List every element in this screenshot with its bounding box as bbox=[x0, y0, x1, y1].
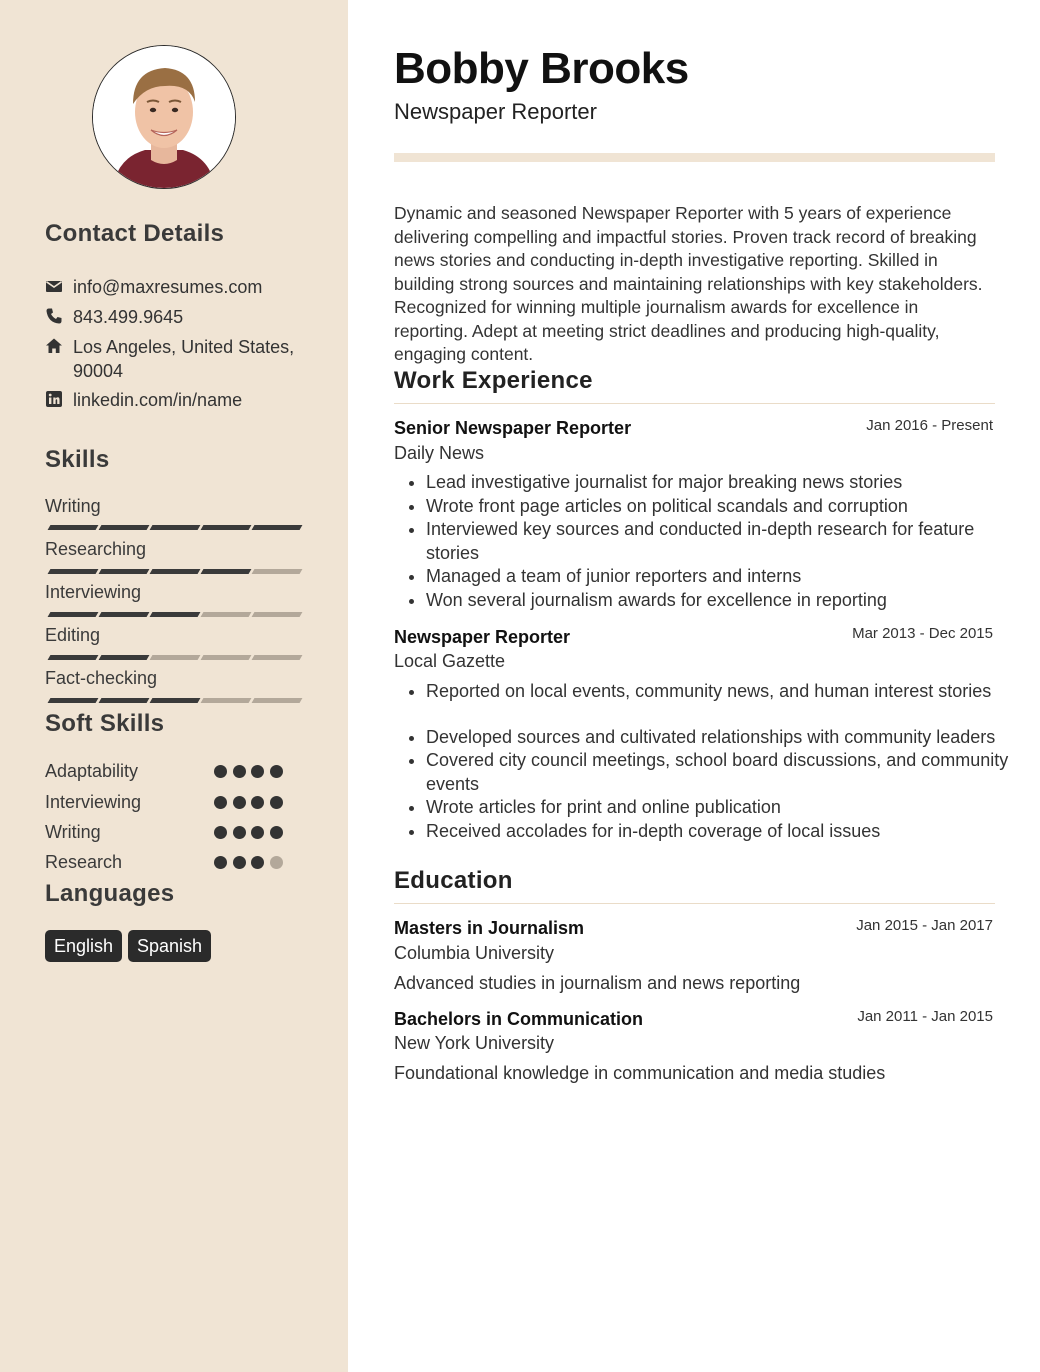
portrait-illustration bbox=[93, 46, 235, 188]
list-item: • Interviewed key sources and conducted in-depth research for feature stories bbox=[426, 518, 1026, 565]
soft-skill-dot bbox=[270, 856, 283, 869]
linkedin-icon bbox=[45, 390, 63, 408]
language-tag: English bbox=[45, 930, 122, 962]
list-item: • Managed a team of junior reporters and interns bbox=[426, 565, 1026, 589]
skill-level-segment bbox=[150, 525, 201, 530]
soft-skill-dot bbox=[233, 856, 246, 869]
job-title: Newspaper Reporter bbox=[394, 627, 571, 647]
work-experience-heading: Work Experience bbox=[394, 367, 593, 394]
avatar bbox=[92, 45, 236, 189]
skill-level-segment bbox=[201, 525, 252, 530]
soft-skill-dots bbox=[214, 796, 294, 810]
list-item: • Developed sources and cultivated relationships with community leaders bbox=[426, 726, 1026, 750]
skill-level-segment bbox=[252, 698, 303, 703]
soft-skill-dot bbox=[233, 826, 246, 839]
skill-level-segment bbox=[48, 698, 99, 703]
soft-skill-dot bbox=[233, 796, 246, 809]
list-item: • Wrote articles for print and online publication bbox=[426, 796, 1026, 820]
contact-phone-text: 843.499.9645 bbox=[73, 307, 184, 327]
phone-icon bbox=[45, 307, 63, 325]
soft-skill-dots bbox=[214, 856, 294, 870]
list-item: • Reported on local events, community news, and human interest stories bbox=[426, 680, 1026, 704]
soft-skill-dot bbox=[251, 796, 264, 809]
skill-label: Researching bbox=[45, 539, 147, 559]
soft-skill-dot bbox=[251, 856, 264, 869]
envelope-icon bbox=[45, 277, 63, 295]
skill-level-segment bbox=[150, 655, 201, 660]
skill-level-segment bbox=[252, 612, 303, 617]
soft-skill-dot bbox=[251, 826, 264, 839]
job-employer: Daily News bbox=[394, 443, 485, 463]
skill-level-segment bbox=[252, 655, 303, 660]
list-item: • Wrote front page articles on political scandals and corruption bbox=[426, 495, 1026, 519]
skill-level-segment bbox=[201, 698, 252, 703]
skill-bar bbox=[45, 569, 303, 574]
skill-level-segment bbox=[201, 655, 252, 660]
job-dates: Jan 2016 - Present bbox=[866, 417, 993, 434]
degree-description: Advanced studies in journalism and news reporting bbox=[394, 973, 801, 993]
degree-dates: Jan 2015 - Jan 2017 bbox=[856, 917, 993, 934]
soft-skills-heading: Soft Skills bbox=[45, 710, 165, 737]
job-title: Senior Newspaper Reporter bbox=[394, 418, 632, 438]
header-divider bbox=[394, 153, 995, 162]
skill-level-segment bbox=[150, 698, 201, 703]
profile-summary: Dynamic and seasoned Newspaper Reporter with 5 years of experience delivering compelling and impactful stories. Proven track record of breaking news stories and conducting in-depth investigative reporting. Skilled in building strong sources and maintaining relationships with key stakeholders. Recognized for winning multiple journalism awards for excellence in reporting. Adept at meeting strict deadlines and producing high-quality, engaging content. bbox=[394, 203, 983, 364]
skill-label: Interviewing bbox=[45, 582, 142, 602]
skill-level-segment bbox=[99, 612, 150, 617]
soft-skill-label: Interviewing bbox=[45, 792, 142, 812]
list-item: • Received accolades for in-depth coverage of local issues bbox=[426, 820, 1026, 844]
soft-skill-dots bbox=[214, 826, 294, 840]
degree-description: Foundational knowledge in communication and media studies bbox=[394, 1063, 886, 1083]
soft-skill-dot bbox=[233, 765, 246, 778]
skill-level-segment bbox=[99, 698, 150, 703]
section-divider bbox=[394, 403, 995, 404]
soft-skill-dot bbox=[214, 765, 227, 778]
degree-dates: Jan 2011 - Jan 2015 bbox=[857, 1008, 993, 1025]
job-employer: Local Gazette bbox=[394, 651, 506, 671]
skill-label: Fact-checking bbox=[45, 668, 158, 688]
skill-level-segment bbox=[99, 569, 150, 574]
skill-bar bbox=[45, 655, 303, 660]
candidate-name: Bobby Brooks bbox=[394, 44, 689, 93]
skill-level-segment bbox=[252, 525, 303, 530]
candidate-title: Newspaper Reporter bbox=[394, 99, 597, 124]
education-heading: Education bbox=[394, 867, 513, 894]
list-item: • Won several journalism awards for excellence in reporting bbox=[426, 589, 1026, 613]
skill-level-segment bbox=[99, 525, 150, 530]
soft-skill-label: Adaptability bbox=[45, 761, 139, 781]
degree-title: Masters in Journalism bbox=[394, 918, 585, 938]
skills-heading: Skills bbox=[45, 446, 110, 473]
soft-skill-dot bbox=[270, 765, 283, 778]
skill-bar bbox=[45, 525, 303, 530]
contact-heading: Contact Details bbox=[45, 220, 225, 247]
skill-level-segment bbox=[252, 569, 303, 574]
soft-skill-dots bbox=[214, 765, 294, 779]
job-dates: Mar 2013 - Dec 2015 bbox=[852, 625, 993, 642]
skill-level-segment bbox=[99, 655, 150, 660]
skill-label: Writing bbox=[45, 496, 101, 516]
soft-skill-dot bbox=[214, 796, 227, 809]
skill-level-segment bbox=[201, 612, 252, 617]
skill-level-segment bbox=[150, 612, 201, 617]
home-icon bbox=[45, 337, 63, 355]
school-name: New York University bbox=[394, 1033, 555, 1053]
soft-skill-dot bbox=[214, 856, 227, 869]
sidebar bbox=[0, 0, 348, 1372]
language-tag: Spanish bbox=[128, 930, 211, 962]
job-bullets bbox=[394, 680, 1026, 843]
skill-level-segment bbox=[201, 569, 252, 574]
soft-skill-label: Writing bbox=[45, 822, 101, 842]
soft-skill-dot bbox=[270, 796, 283, 809]
soft-skill-dot bbox=[270, 826, 283, 839]
skill-bar bbox=[45, 612, 303, 617]
contact-linkedin-text: linkedin.com/in/name bbox=[73, 390, 243, 410]
contact-email-text: info@maxresumes.com bbox=[73, 277, 263, 297]
skill-level-segment bbox=[48, 569, 99, 574]
soft-skill-label: Research bbox=[45, 852, 123, 872]
contact-location-text: Los Angeles, United States, 90004 bbox=[73, 337, 295, 381]
skill-level-segment bbox=[150, 569, 201, 574]
school-name: Columbia University bbox=[394, 943, 555, 963]
list-item: • Covered city council meetings, school board discussions, and community events bbox=[426, 749, 1026, 796]
skill-level-segment bbox=[48, 612, 99, 617]
skill-bar bbox=[45, 698, 303, 703]
skill-label: Editing bbox=[45, 625, 101, 645]
skill-level-segment bbox=[48, 525, 99, 530]
section-divider bbox=[394, 903, 995, 904]
soft-skill-dot bbox=[251, 765, 264, 778]
list-item: • Lead investigative journalist for major breaking news stories bbox=[426, 471, 1026, 495]
skill-level-segment bbox=[48, 655, 99, 660]
job-bullets bbox=[394, 471, 1026, 612]
languages-heading: Languages bbox=[45, 880, 175, 907]
degree-title: Bachelors in Communication bbox=[394, 1009, 644, 1029]
soft-skill-dot bbox=[214, 826, 227, 839]
